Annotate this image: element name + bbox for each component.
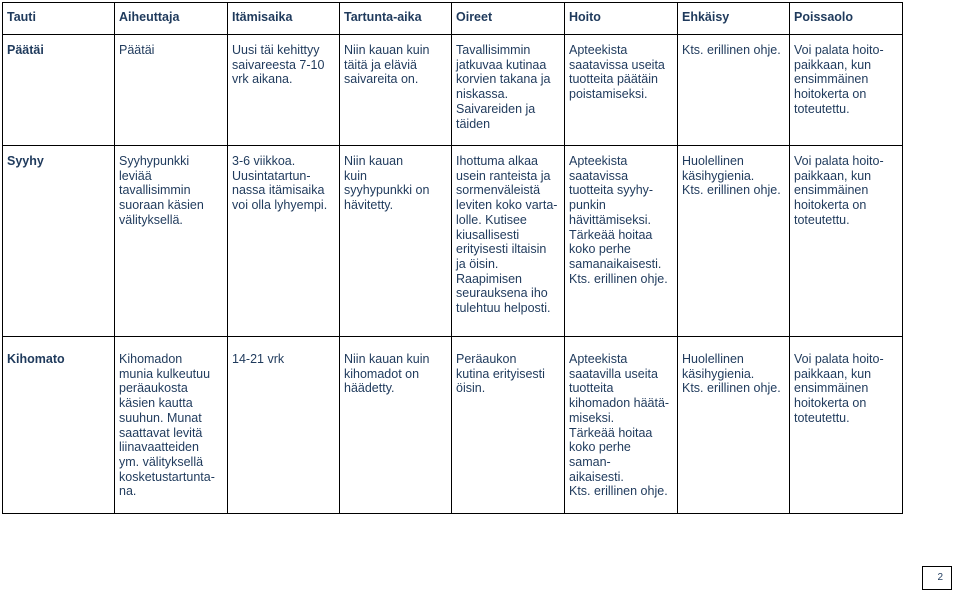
- incubation-cell: 14-21 vrk: [232, 352, 285, 366]
- cause-cell: Päätäi: [119, 43, 155, 57]
- contagious-period-cell: Niin kauan kuin täitä ja eläviä saivareita on.: [344, 43, 430, 87]
- table-row: [0, 42, 903, 142]
- header-ehkaisy: Ehkäisy: [682, 10, 730, 24]
- table-header-row: [0, 2, 903, 34]
- header-tartunta-aika: Tartunta-aika: [344, 10, 422, 24]
- table-row-divider: [2, 336, 903, 337]
- table-row: [0, 351, 903, 511]
- incubation-cell: 3-6 viikkoa. Uusintatartun- nassa itämisaika voi olla lyhyempi.: [232, 154, 328, 213]
- disease-name: Päätäi: [7, 43, 44, 57]
- header-aiheuttaja: Aiheuttaja: [119, 10, 180, 24]
- table-row: [0, 153, 903, 333]
- cause-cell: Syyhypunkki leviää tavallisimmin suoraan käsien välityksellä.: [119, 154, 204, 227]
- contagious-period-cell: Niin kauan kuin syyhypunkki on hävitetty.: [344, 154, 430, 213]
- prevention-cell: Kts. erillinen ohje.: [682, 43, 781, 57]
- symptoms-cell: Tavallisimmin jatkuvaa kutinaa korvien takana ja niskassa. Saivareiden ja täiden: [456, 43, 551, 131]
- absence-cell: Voi palata hoito- paikkaan, kun ensimmäinen hoitokerta on toteutettu.: [794, 154, 884, 227]
- disease-name: Syyhy: [7, 154, 44, 168]
- treatment-cell: Apteekista saatavissa useita tuotteita päätäin poistamiseksi.: [569, 43, 665, 102]
- header-itamisaika: Itämisaika: [232, 10, 293, 24]
- symptoms-cell: Peräaukon kutina erityisesti öisin.: [456, 352, 545, 396]
- symptoms-cell: Ihottuma alkaa usein ranteista ja sormenväleistä leviten koko varta- lolle. Kutisee kiusallisesti erityisesti iltaisin ja öisin. Raapimisen seurauksena iho tulehtuu helposti.: [456, 154, 558, 316]
- treatment-cell: Apteekista saatavissa tuotteita syyhy- punkin hävittämiseksi. Tärkeää hoitaa koko perhe samanaikaisesti. Kts. erillinen ohje.: [569, 154, 668, 286]
- treatment-cell: Apteekista saatavilla useita tuotteita kihomadon häätä- miseksi. Tärkeää hoitaa koko perhe saman- aikaisesti. Kts. erillinen ohje.: [569, 352, 670, 499]
- absence-cell: Voi palata hoito- paikkaan, kun ensimmäinen hoitokerta on toteutettu.: [794, 43, 884, 116]
- page-number-box: [922, 566, 952, 590]
- table-border-bottom: [2, 513, 903, 514]
- prevention-cell: Huolellinen käsihygienia. Kts. erillinen ohje.: [682, 154, 781, 198]
- header-oireet: Oireet: [456, 10, 493, 24]
- page-number: 2: [937, 572, 943, 583]
- disease-name: Kihomato: [7, 352, 65, 366]
- header-tauti: Tauti: [7, 10, 36, 24]
- table-row-divider: [2, 145, 903, 146]
- prevention-cell: Huolellinen käsihygienia. Kts. erillinen ohje.: [682, 352, 781, 396]
- header-hoito: Hoito: [569, 10, 601, 24]
- table-header-divider: [2, 34, 903, 35]
- cause-cell: Kihomadon munia kulkeutuu peräaukosta käsien kautta suuhun. Munat saattavat levitä liinavaatteiden ym. välityksellä kosketustartunta- na.: [119, 352, 215, 499]
- incubation-cell: Uusi täi kehittyy saivareesta 7-10 vrk aikana.: [232, 43, 325, 87]
- contagious-period-cell: Niin kauan kuin kihomadot on häädetty.: [344, 352, 430, 396]
- absence-cell: Voi palata hoito- paikkaan, kun ensimmäinen hoitokerta on toteutettu.: [794, 352, 884, 425]
- header-poissaolo: Poissaolo: [794, 10, 854, 24]
